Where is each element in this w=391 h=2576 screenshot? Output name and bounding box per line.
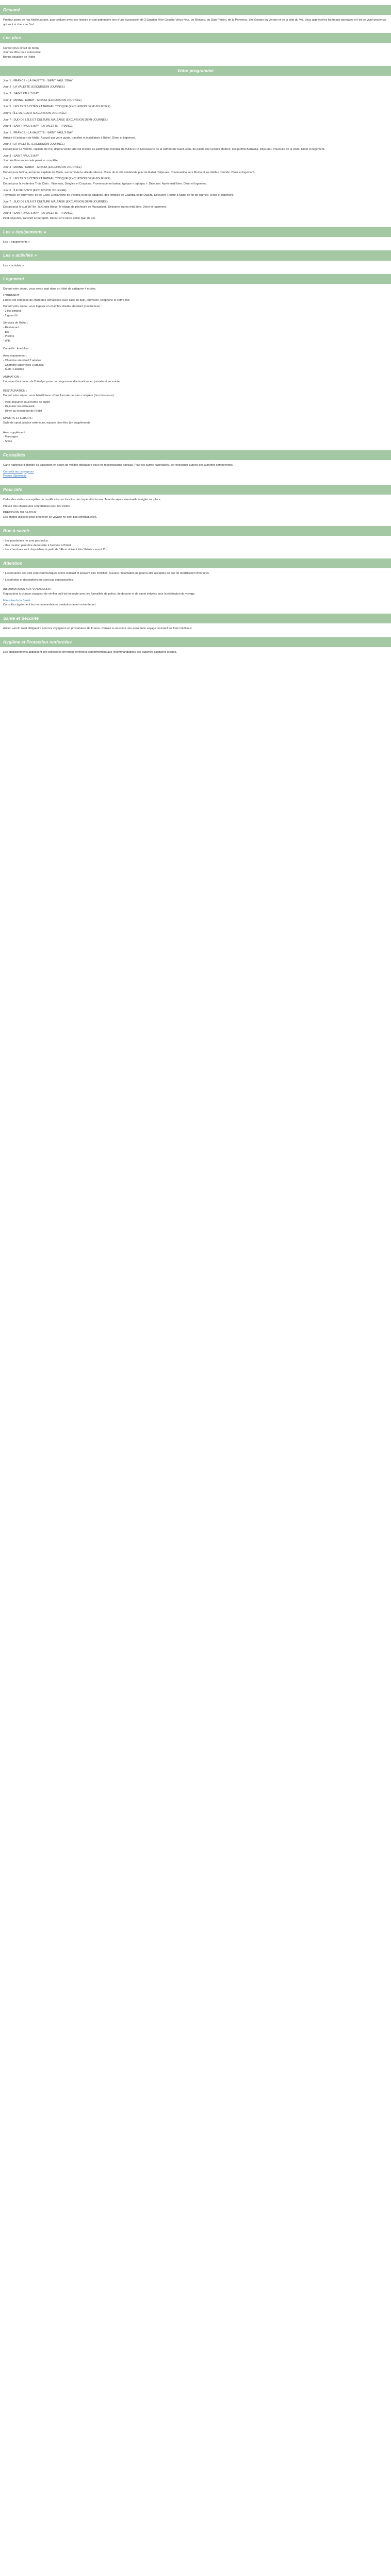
- resto-item: - Déjeuner au restaurant: [3, 405, 35, 409]
- bon-savoir-item: - Une caution peut être demandée à l'arrivée à l'hôtel.: [3, 544, 72, 547]
- eq-label: Avec équipement :: [3, 354, 27, 358]
- services-item: - Piscine: [3, 335, 14, 338]
- programme-day-text: Arrivée à l'aéroport de Malte. Accueil par votre guide, transfert et installation à l'hôtel. Dîner et logement.: [3, 136, 136, 140]
- formalites-text: Carte nationale d'identité ou passeport en cours de validité obligatoire pour les ressortissants français. Pour les autres nationalités, se renseigner auprès des autorités compétentes.: [3, 463, 234, 467]
- precision-text: Les photos utilisées pour présenter ce voyage ne sont pas contractuelles.: [3, 516, 97, 519]
- plus-item: Confort d'un circuit de ferme: [3, 46, 40, 50]
- resto-item: - Dîner au restaurant de l'hôtel: [3, 409, 42, 413]
- resto-text: Durant votre séjour, vous bénéficierez d'une formule pension complète (hors boissons) :: [3, 394, 116, 397]
- infos-text: Il appartient à chaque voyageur de vérifier qu'il est en règle avec les formalités de police, de douane et de santé exigées pour la réalisation du voyage.: [3, 592, 196, 596]
- room-item: - 1 grand lit: [3, 314, 18, 317]
- programme-day-label: Jour 5 : LES TROIS CITÉS ET BATEAU TYPIQUE (EXCURSION DEMI-JOURNÉE): [3, 177, 111, 181]
- sports-label: SPORTS ET LOISIRS :: [3, 417, 34, 420]
- extra-item: - Massages: [3, 435, 18, 439]
- sports-text: Salle de sport, piscine extérieure, espace bien-être (en supplément).: [3, 421, 91, 425]
- programme-day-label: Jour 5 : LES TROIS CITÉS ET BATEAU TYPIQUE (EXCURSION DEMI-JOURNÉE): [3, 105, 111, 109]
- programme-day-label: Jour 7 : SUD DE L'ÎLE ET CULTURE MALTAISE (EXCURSION DEMI-JOURNÉE): [3, 200, 108, 204]
- resto-item: - Petit-déjeuner sous forme de buffet: [3, 400, 50, 404]
- programme-day-text: Petit-déjeuner, transfert à l'aéroport. Retour en France selon plan de vol.: [3, 216, 96, 220]
- programme-day-label: Jour 2 : LA VALETTE (EXCURSION JOURNÉE): [3, 143, 65, 146]
- capacity-label: Capacité : 4 adultes: [3, 347, 29, 350]
- equipements-text: Les « équipements »: [3, 240, 30, 244]
- programme-day-label: Jour 8 : SAINT PAUL'S BAY - LA VALETTE - FRANCE: [3, 125, 73, 128]
- eq-item: - Chambre supérieure 3 adultes: [3, 363, 44, 367]
- services-item: - Bar: [3, 330, 10, 334]
- programme-day-text: Départ pour la visite des Trois Cités : Vittoriosa, Senglea et Cospicua. Promenade en bateau typique « dghajsa ». Déjeuner. Après-midi libre. Dîner et logement.: [3, 182, 207, 185]
- programme-day-label: Jour 6 : ÎLE DE GOZO (EXCURSION JOURNÉE): [3, 112, 67, 115]
- programme-day-label: Jour 2 : LA VALETTE (EXCURSION JOURNÉE): [3, 86, 65, 89]
- resume-text: Profitez parmi de nos Meilleurs prix, pour séduire avec son histoire et son patrimoine lors d'une succession de 3 Quartier Rive Gauche-Vieux Nice, de Monaco, du Quai Paillon, de la Provence, des Gorges du Verdon et de la côte du Var. Vous apprécierez les beaux paysages et l'art de vivre provençal qui sont si chers au Sud.: [3, 19, 386, 26]
- precision-label: PRÉCISION DU SÉJOUR :: [3, 511, 38, 515]
- room-item: - 2 lits simples: [3, 310, 22, 313]
- programme-day-text: Départ pour le sud de l'île : la Grotte Bleue, le village de pêcheurs de Marsaxlokk. Déjeuner. Après-midi libre. Dîner et logement.: [3, 205, 167, 209]
- programme-day-label: Jour 4 : MDINA - RABAT - MOSTA (EXCURSION JOURNÉE): [3, 165, 82, 169]
- logement-section-text: L'hôtel est composé de chambres climatisées avec salle de bain, télévision, téléphone et coffre-fort.: [3, 298, 131, 302]
- france-diplomatie-link[interactable]: France Diplomatie: [3, 474, 27, 478]
- formalites-title: Formalités: [0, 450, 391, 460]
- programme-day-label: Jour 4 : MDINA - RABAT - MOSTA (EXCURSION JOURNÉE): [3, 98, 82, 102]
- pour-info-title: Pour info: [0, 485, 391, 495]
- programme-list: [0, 79, 391, 221]
- anim-text: L'équipe d'animation de l'hôtel propose un programme d'animations en journée et en soirée.: [3, 380, 121, 383]
- sante-title: Santé et Sécurité: [0, 614, 391, 623]
- programme-day-label: Jour 1 : FRANCE - LA VALETTE - SAINT PAUL S'BAY: [3, 79, 73, 82]
- page: [0, 0, 391, 664]
- extra-item: - Soins: [3, 440, 12, 444]
- sante-text: Aucun vaccin n'est obligatoire pour les voyageurs en provenance de France. Pensez à souscrire une assurance voyage couvrant les frais médicaux.: [3, 627, 193, 631]
- programme-day-text: Départ pour Mdina, ancienne capitale de Malte, surnommée la ville du silence. Visite de la cité médiévale puis de Rabat. Déjeuner. Continuation vers Mosta et sa célèbre rotonde. Dîner et logement.: [3, 171, 255, 174]
- services-item: - Restaurant: [3, 326, 19, 329]
- programme-day-text: Départ pour La Valette, capitale de l'île, dont la vieille ville est inscrite au patrimoine mondial de l'UNESCO. Découverte de la cathédrale Saint-Jean, du palais des Grands Maîtres, des jardins Barrakka. Déjeuner. Poursuite de la visite. Dîner et logement.: [3, 148, 325, 151]
- logement-title: Logement: [0, 274, 391, 284]
- bon-savoir-item: - Les chambres sont disponibles à partir de 14h et doivent être libérées avant 11h.: [3, 548, 108, 552]
- logement-section-label: LOGEMENT :: [3, 294, 21, 298]
- ministere-sante-link[interactable]: Ministère de la Santé: [3, 599, 30, 602]
- resume-title: Résumé: [0, 5, 391, 15]
- activites-text: Les « activités »: [3, 264, 24, 267]
- anim-label: ANIMATION :: [3, 375, 21, 379]
- pour-info-text2: Prévoir des chaussures confortables pour les visites.: [3, 504, 71, 508]
- programme-day-label: Jour 1 : FRANCE - LA VALETTE - SAINT PAUL'S BAY: [3, 131, 73, 135]
- programme-day-label: Jour 7 : SUD DE L'ÎLE ET CULTURE MALTAISE (EXCURSION DEMI-JOURNÉE): [3, 118, 108, 122]
- plus-item: Journée libre pour autonomie: [3, 51, 41, 55]
- bon-savoir-title: Bon à savoir: [0, 526, 391, 536]
- programme-day-label: Jour 3 : SAINT PAUL'S BAY: [3, 92, 39, 96]
- extra-label: Avec supplément :: [3, 431, 27, 434]
- pour-info-text: Ordre des visites susceptible de modification en fonction des impératifs locaux. Taxe de séjour éventuelle à régler sur place.: [3, 498, 161, 502]
- hygiene-text: Les établissements appliquent des protocoles d'hygiène renforcés conformément aux recommandations des autorités sanitaires locales.: [3, 650, 177, 654]
- programme-day-label: Jour 6 : ÎLE DE GOZO (EXCURSION JOURNÉE): [3, 189, 67, 192]
- programme-day-text: Traversée en ferry vers l'île de Gozo. Découverte de Victoria et de sa citadelle, des temples de Ggantija et de Dwejra. Déjeuner. Retour à Malte en fin de journée. Dîner et logement.: [3, 194, 234, 197]
- equipements-title: Les « équipements »: [0, 227, 391, 237]
- attention-text2: * Les photos et descriptions ne sont pas contractuelles.: [3, 578, 74, 582]
- programme-title: Votre programme: [0, 66, 391, 76]
- services-label: Services de l'hôtel :: [3, 321, 28, 325]
- attention-link-text: Consultez également les recommandations sanitaires avant votre départ.: [3, 603, 96, 607]
- eq-item: - Chambre standard 2 adultes: [3, 359, 42, 362]
- eq-item: - Suite 4 adultes: [3, 368, 24, 371]
- plus-item: Bonne situation de l'hôtel: [3, 55, 36, 59]
- plus-title: Les plus: [0, 33, 391, 43]
- room-label: Durant votre séjour, vous logerez en chambre double standard (non fumeur) :: [3, 305, 102, 309]
- bon-savoir-item: - Les pourboires ne sont pas inclus.: [3, 539, 49, 543]
- programme-day-text: Journée libre en formule pension complète.: [3, 159, 59, 163]
- services-item: - Wifi: [3, 339, 10, 343]
- logement-intro: Durant votre circuit, vous serez logé dans un hôtel de catégorie 4 étoiles.: [3, 287, 96, 291]
- attention-title: Attention: [0, 558, 391, 568]
- hygiene-title: Hygiène et Protection renforcées: [0, 637, 391, 647]
- programme-day-label: Jour 8 : SAINT PAUL'S BAY - LA VALETTE - FRANCE: [3, 212, 73, 215]
- resto-label: RESTAURATION :: [3, 389, 27, 393]
- infos-label: INFORMATIONS AUX VOYAGEURS :: [3, 588, 52, 591]
- activites-title: Les « activités »: [0, 250, 391, 260]
- conseils-voyageurs-link[interactable]: Conseils aux voyageurs: [3, 470, 34, 473]
- programme-day-label: Jour 3 : SAINT PAUL'S BAY: [3, 154, 39, 158]
- attention-text: * Les horaires des vols sont communiqués à titre indicatif et peuvent être modifiés. Aucune réclamation ne pourra être acceptée en cas de modification d'horaires.: [3, 572, 210, 575]
